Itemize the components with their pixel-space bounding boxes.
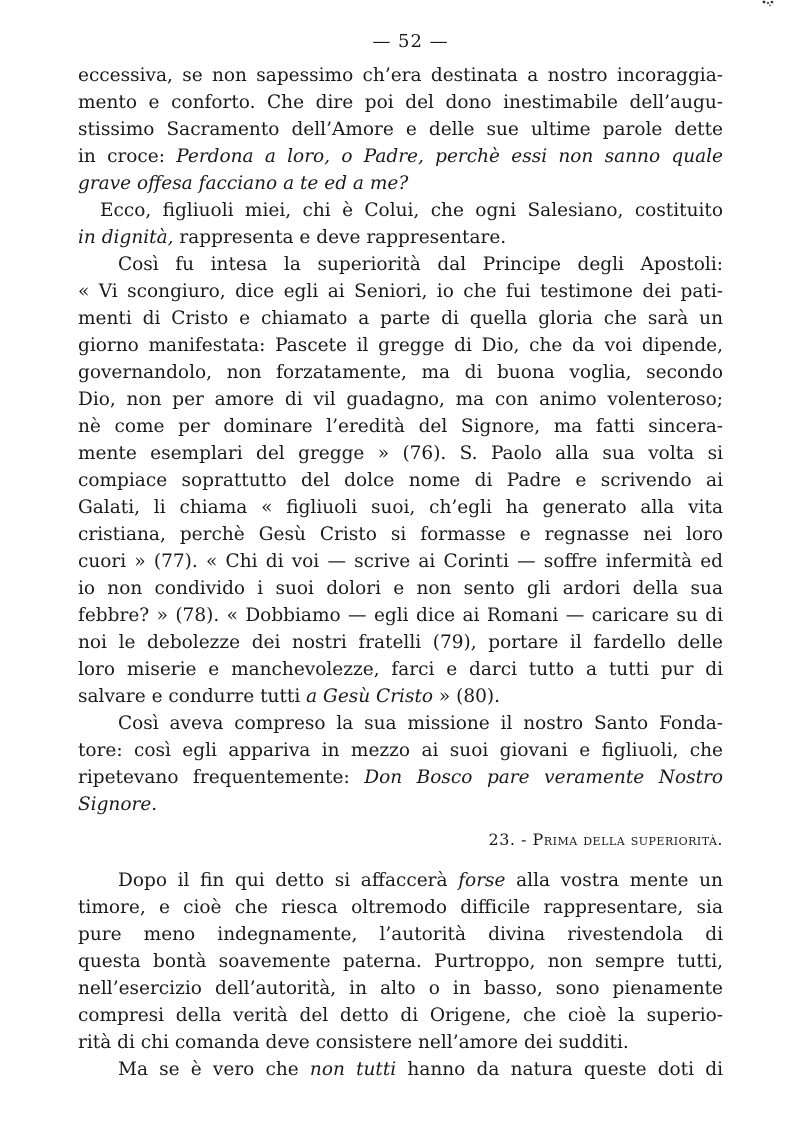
text-line: [78, 386, 723, 413]
text-run: governandolo, non forzatamente, ma di buona voglia, secondo: [78, 362, 723, 383]
text-run: nell’esercizio dell’autorità, in alto o in basso, sono pienamente: [78, 978, 723, 999]
text-line: [78, 116, 723, 143]
text-line: [78, 656, 723, 683]
text-line: [78, 867, 723, 894]
paragraph-1: [78, 62, 723, 197]
text-run: Galati, li chiama « figliuoli suoi, ch’egli ha generato alla vita: [78, 497, 723, 518]
italic-text: Perdona a loro, o Padre, perchè essi non sanno quale: [176, 146, 724, 167]
text-run: compresi della verità del detto di Origene, che cioè la superio-: [78, 1005, 723, 1026]
text-run: « Vi scongiuro, dice egli ai Seniori, io che fui testimone dei pati-: [78, 281, 723, 302]
text-line: [78, 440, 723, 467]
text-line: [78, 494, 723, 521]
text-run: Ma se è vero che: [118, 1059, 310, 1080]
paragraph-3: [78, 251, 723, 710]
text-line: [78, 62, 723, 89]
text-run: questa bontà soavemente paterna. Purtroppo, non sempre tutti,: [78, 951, 723, 972]
text-line: [78, 305, 723, 332]
text-line: [78, 1029, 723, 1056]
paragraph-4: [78, 710, 723, 818]
text-line: [78, 683, 723, 710]
text-line: [78, 143, 723, 170]
text-run: loro miserie e manchevolezze, farci e darci tutto a tutti pur di: [78, 659, 723, 680]
text-run: stissimo Sacramento dell’Amore e delle sue ultime parole dette: [78, 119, 723, 140]
text-run: cristiana, perchè Gesù Cristo si formasse e regnasse nei loro: [78, 524, 723, 545]
italic-text: a Gesù Cristo: [306, 686, 434, 707]
text-run: in croce:: [78, 146, 177, 167]
page-number: — 52 —: [372, 31, 449, 52]
text-run: tore: così egli appariva in mezzo ai suoi giovani e figliuoli, che: [78, 740, 723, 761]
text-line: [78, 332, 723, 359]
text-run: Così aveva compreso la sua missione il nostro Santo Fonda-: [118, 713, 723, 734]
italic-text: non tutti: [309, 1059, 397, 1080]
italic-text: Signore.: [78, 794, 158, 815]
text-line: [78, 197, 723, 224]
text-run: compiace soprattutto del dolce nome di Padre e scrivendo ai: [78, 470, 723, 491]
text-run: mento e conforto. Che dire poi del dono inestimabile dell’augu-: [78, 92, 723, 113]
italic-text: Don Bosco pare veramente Nostro: [364, 767, 723, 788]
text-run: mente esemplari del gregge » (76). S. Paolo alla sua volta si: [78, 443, 723, 464]
text-line: [78, 359, 723, 386]
text-run: » (80).: [433, 686, 500, 707]
paragraph-2: [78, 197, 723, 251]
text-run: giorno manifestata: Pascete il gregge di Dio, che da voi dipende,: [78, 335, 723, 356]
text-line: [78, 170, 723, 197]
text-run: rappresenta e deve rappresentare.: [173, 227, 507, 248]
paragraph-5: [78, 867, 723, 1056]
text-line: [78, 89, 723, 116]
italic-text: forse: [458, 870, 506, 891]
text-line: [78, 894, 723, 921]
text-run: io non condivido i suoi dolori e non sento gli ardori della sua: [78, 578, 723, 599]
text-line: [78, 521, 723, 548]
text-line: [78, 737, 723, 764]
text-run: menti di Cristo e chiamato a parte di quella gloria che sarà un: [78, 308, 723, 329]
text-line: [78, 764, 723, 791]
text-run: Così fu intesa la superiorità dal Principe degli Apostoli:: [118, 254, 723, 275]
text-line: [78, 1056, 723, 1083]
text-run: eccessiva, se non sapessimo ch’era destinata a nostro incoraggia-: [78, 65, 723, 86]
text-line: [78, 251, 723, 278]
text-run: cuori » (77). « Chi di voi — scrive ai Corinti — soffre infermità ed: [78, 551, 723, 572]
section-number: 23. -: [488, 830, 527, 849]
text-line: [78, 548, 723, 575]
book-page: [78, 22, 723, 1083]
text-run: Ecco, figliuoli miei, chi è Colui, che ogni Salesiano, costituito: [100, 200, 723, 221]
text-line: [78, 710, 723, 737]
text-run: noi le debolezze dei nostri fratelli (79), portare il fardello delle: [78, 632, 723, 653]
text-run: timore, e cioè che riesca oltremodo difficile rappresentare, sia: [78, 897, 723, 918]
text-run: nè come per dominare l’eredità del Signore, ma fatti sincera-: [78, 416, 723, 437]
text-run: ripetevano frequentemente:: [78, 767, 365, 788]
italic-text: grave offesa facciano a te ed a me?: [78, 173, 409, 194]
text-line: [78, 278, 723, 305]
text-line: [78, 629, 723, 656]
section-title: Prima della superiorità.: [532, 830, 723, 849]
text-run: febbre? » (78). « Dobbiamo — egli dice ai Romani — caricare su di: [78, 605, 723, 626]
text-line: [78, 948, 723, 975]
text-line: [78, 975, 723, 1002]
text-line: [78, 602, 723, 629]
text-run: salvare e condurre tutti: [78, 686, 307, 707]
text-line: [78, 224, 723, 251]
text-line: [78, 921, 723, 948]
text-run: rità di chi comanda deve consistere nell’amore dei sudditi.: [78, 1032, 629, 1053]
paragraph-6: [78, 1056, 723, 1083]
text-line: [78, 575, 723, 602]
section-heading: [78, 826, 723, 853]
text-run: hanno da natura queste doti di: [396, 1059, 723, 1080]
text-line: [78, 1002, 723, 1029]
italic-text: in dignità,: [78, 227, 174, 248]
text-run: Dio, non per amore di vil guadagno, ma con animo volenteroso;: [78, 389, 723, 410]
text-run: alla vostra mente un: [505, 870, 723, 891]
text-run: Dopo il fin qui detto si affaccerà: [118, 870, 459, 891]
text-line: [78, 791, 723, 818]
text-line: [78, 467, 723, 494]
text-run: pure meno indegnamente, l’autorità divina rivestendola di: [78, 924, 723, 945]
text-line: [78, 413, 723, 440]
scan-speck: [761, 0, 775, 8]
